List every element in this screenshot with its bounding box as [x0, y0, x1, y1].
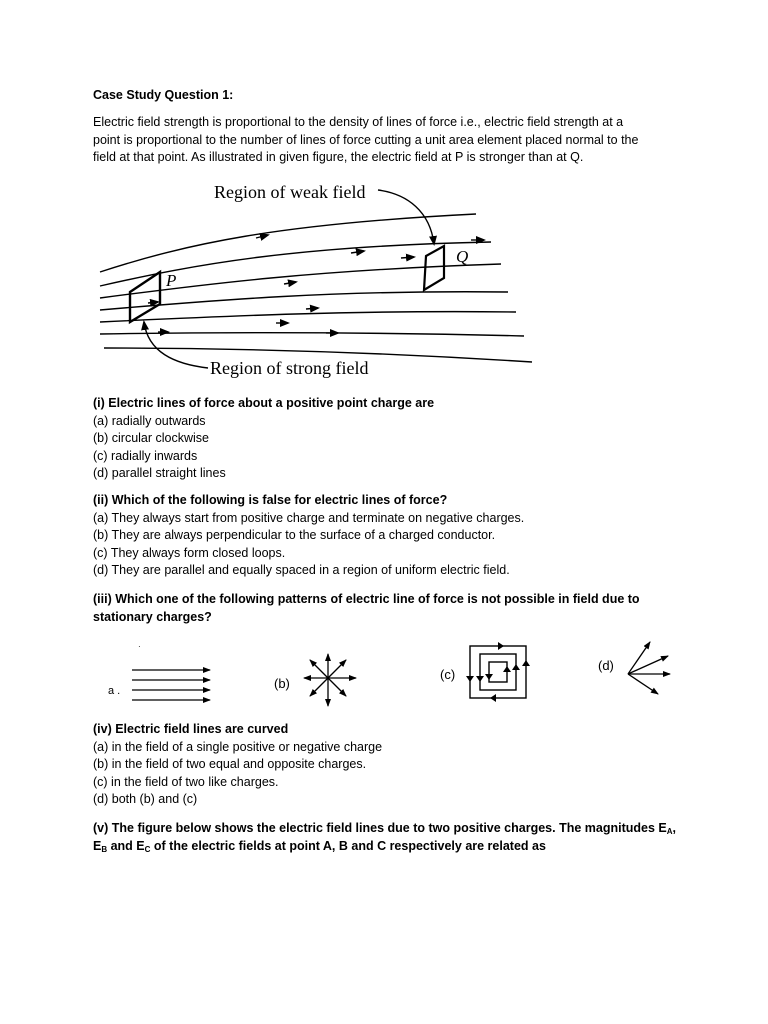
arrow — [148, 302, 158, 303]
question-text: (ii) Which of the following is false for electric lines of force? — [93, 493, 448, 507]
patterns-figure — [100, 636, 680, 716]
option: (a) in the field of a single positive or negative charge — [93, 739, 383, 754]
question-iii — [93, 591, 693, 626]
pattern-c-arrow — [503, 666, 511, 672]
question-text: stationary charges? — [93, 609, 212, 624]
option: (c) in the field of two like charges. — [93, 774, 279, 789]
arrow — [306, 308, 318, 309]
question-iv — [93, 721, 693, 809]
option: (d) both (b) and (c) — [93, 792, 198, 807]
field-line — [100, 333, 524, 336]
question-text — [93, 820, 693, 838]
pattern-c-arrows — [466, 642, 530, 702]
pattern-a — [132, 670, 210, 700]
intro-line: field at that point. As illustrated in given figure, the electric field at P is stronger than at Q. — [93, 150, 584, 165]
label-p: P — [166, 271, 177, 290]
pattern-b-ray — [310, 660, 328, 678]
pattern-c-arrow — [490, 694, 496, 702]
pattern-b-ray — [328, 678, 346, 696]
question-v — [93, 820, 693, 855]
intro-paragraph — [93, 114, 693, 167]
pattern-c-arrow — [485, 674, 493, 680]
label-q: Q — [456, 247, 469, 266]
subscript-c: C — [144, 844, 151, 854]
arrow — [401, 257, 414, 258]
option: (d) They are parallel and equally spaced in a region of uniform electric field. — [93, 563, 510, 578]
intro-line: Electric field strength is proportional to the density of lines of force i.e., electric field strength at a — [93, 115, 624, 129]
question-ii — [93, 492, 693, 580]
question-v-line1-end: , — [672, 821, 676, 835]
pattern-d — [628, 642, 670, 694]
weak-field-label: Region of weak field — [214, 182, 366, 202]
question-title: Case Study Question 1: — [93, 88, 234, 102]
option: (d) parallel straight lines — [93, 466, 226, 481]
label-c: (c) — [440, 667, 456, 682]
option: (b) circular clockwise — [93, 431, 209, 446]
area-element-p — [130, 272, 160, 322]
arrow — [351, 251, 364, 253]
question-text: (iii) Which one of the following patterns of electric line of force is not possible in field due to — [93, 592, 640, 606]
arrow — [284, 282, 296, 284]
question-i — [93, 395, 693, 483]
pattern-c-arrow — [498, 642, 504, 650]
question-v-rest: of the electric fields at point A, B and C respectively are related as — [150, 838, 546, 853]
intro-line: point is proportional to the number of lines of force cutting a unit area element placed normal to the — [93, 132, 639, 147]
option: (a) They always start from positive charge and terminate on negative charges. — [93, 510, 525, 525]
strong-field-label: Region of strong field — [210, 358, 369, 378]
subscript-b: B — [101, 844, 108, 854]
pattern-c-arrow — [522, 660, 530, 666]
question-v-and: and E — [107, 838, 145, 853]
option: (a) radially outwards — [93, 413, 206, 428]
pattern-c-arrow — [512, 664, 520, 670]
pattern-c — [470, 646, 526, 698]
question-v-e: E — [93, 838, 102, 853]
option: (b) They are always perpendicular to the surface of a charged conductor. — [93, 528, 496, 543]
pattern-b-ray — [310, 678, 328, 696]
label-d: (d) — [598, 658, 614, 673]
field-lines-figure — [96, 176, 536, 382]
question-v-line1: (v) The figure below shows the electric field lines due to two positive charges. The magnitudes E — [93, 821, 667, 835]
label-a: a . — [108, 685, 121, 697]
area-element-q — [424, 246, 444, 290]
dot-mark: · — [138, 642, 141, 651]
field-line — [100, 312, 516, 322]
field-line — [100, 214, 476, 272]
pattern-c-arrow — [466, 676, 474, 682]
arrow — [256, 235, 268, 238]
subscript-a: A — [666, 827, 673, 836]
pattern-b-ray — [328, 660, 346, 678]
field-line — [100, 242, 491, 286]
question-text — [93, 838, 693, 856]
question-text: (iv) Electric field lines are curved — [93, 722, 289, 736]
label-b: (b) — [274, 676, 290, 691]
option: (c) They always form closed loops. — [93, 545, 286, 560]
question-text: (i) Electric lines of force about a positive point charge are — [93, 396, 435, 410]
option: (c) radially inwards — [93, 448, 198, 463]
pattern-d-ray — [628, 674, 658, 694]
option: (b) in the field of two equal and opposite charges. — [93, 757, 367, 772]
field-lines — [100, 214, 532, 362]
pattern-c-arrow — [476, 676, 484, 682]
pattern-b — [304, 654, 356, 706]
strong-pointer — [144, 322, 208, 368]
